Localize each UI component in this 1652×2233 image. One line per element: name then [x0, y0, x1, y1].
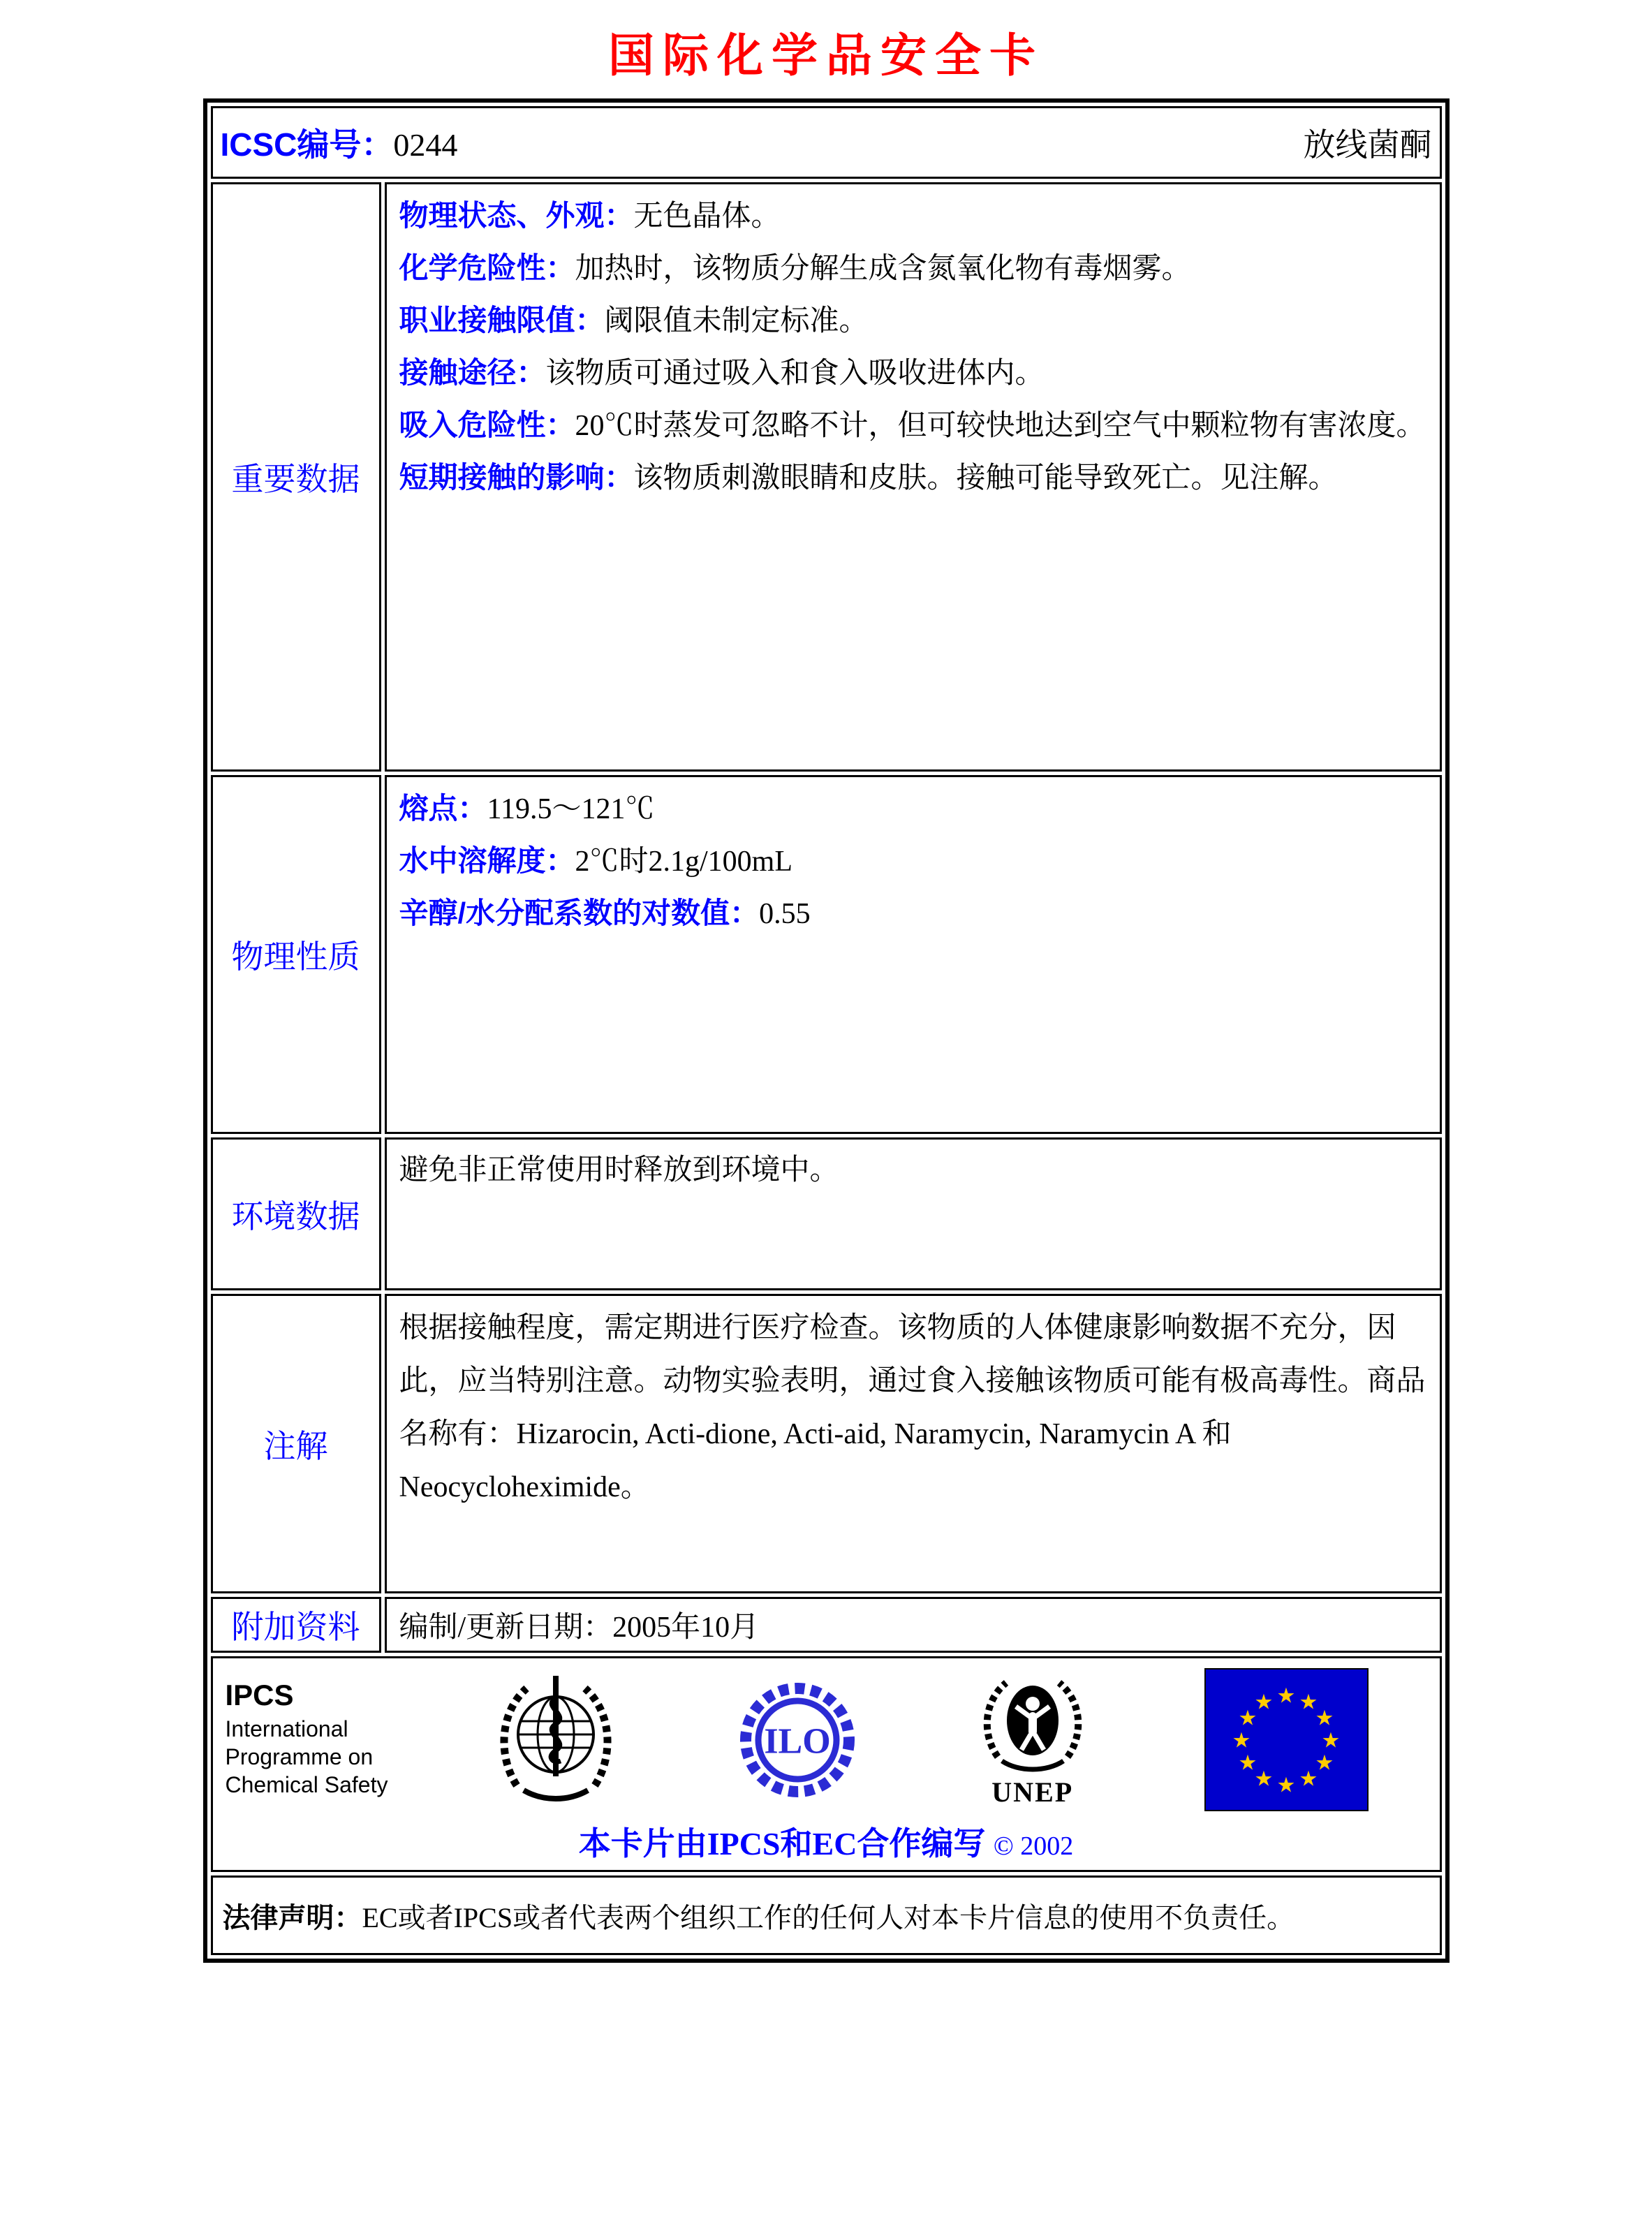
section-label-additional-info: 附加资料	[211, 1597, 381, 1653]
header-flex	[214, 109, 1439, 176]
item-occupational-limit: 职业接触限值：阈限值未制定标准。	[399, 304, 869, 337]
header-row	[211, 106, 1442, 179]
physical-properties-content	[385, 775, 1442, 1134]
svg-text:★: ★	[1299, 1690, 1318, 1714]
logos-cell	[211, 1656, 1442, 1872]
section-label-important-data: 重要数据	[211, 182, 381, 772]
logos-flex	[226, 1668, 1427, 1811]
important-data-content	[385, 182, 1442, 772]
additional-info-row	[211, 1597, 1442, 1653]
caption-text: 本卡片由IPCS和EC合作编写	[578, 1826, 986, 1862]
icsc-number-group	[221, 119, 458, 165]
svg-text:★: ★	[1276, 1684, 1296, 1708]
important-data-row	[211, 182, 1442, 772]
update-date: 编制/更新日期：2005年10月	[399, 1612, 760, 1644]
item-chemical-danger: 化学危险性：加热时，该物质分解生成含氮氧化物有毒烟雾。	[399, 251, 1191, 285]
who-logo-icon	[493, 1670, 619, 1810]
item-octanol-water-partition: 辛醇/水分配系数的对数值：0.55	[399, 897, 811, 930]
section-label-environmental-data: 环境数据	[211, 1137, 381, 1290]
ipcs-text-block	[225, 1678, 435, 1799]
svg-text:★: ★	[1238, 1707, 1258, 1730]
svg-text:★: ★	[1238, 1751, 1258, 1775]
item-environment: 避免非正常使用时释放到环境中。	[399, 1154, 839, 1186]
svg-text:★: ★	[1321, 1729, 1341, 1753]
notes-content	[385, 1294, 1442, 1593]
notes-row	[211, 1294, 1442, 1593]
ipcs-line-1: International	[225, 1716, 348, 1741]
section-label-physical-properties: 物理性质	[211, 775, 381, 1134]
item-inhalation-risk: 吸入危险性：20℃时蒸发可忽略不计，但可较快地达到空气中颗粒物有害浓度。	[399, 408, 1426, 442]
item-melting-point: 熔点：119.5～121℃	[399, 792, 655, 825]
unep-logo-icon	[977, 1672, 1089, 1776]
svg-text:★: ★	[1315, 1751, 1334, 1775]
svg-text:★: ★	[1254, 1690, 1274, 1714]
ipcs-acronym: IPCS	[225, 1678, 294, 1711]
environmental-data-content	[385, 1137, 1442, 1290]
legal-row	[211, 1875, 1442, 1955]
svg-text:★: ★	[1315, 1707, 1334, 1730]
ipcs-line-3: Chemical Safety	[225, 1771, 388, 1797]
copyright-text: © 2002	[993, 1832, 1074, 1861]
logos-row	[211, 1656, 1442, 1872]
legal-cell	[211, 1875, 1442, 1955]
additional-info-content	[385, 1597, 1442, 1653]
icsc-card-table	[203, 98, 1450, 1963]
svg-text:★: ★	[1232, 1729, 1251, 1753]
item-water-solubility: 水中溶解度：2℃时2.1g/100mL	[399, 844, 793, 878]
physical-properties-row	[211, 775, 1442, 1134]
legal-text: EC或者IPCS或者代表两个组织工作的任何人对本卡片信息的使用不负责任。	[362, 1901, 1295, 1933]
section-label-notes: 注解	[211, 1294, 381, 1593]
chemical-name: 放线菌酮	[1303, 127, 1432, 163]
page-title: 国际化学品安全卡	[608, 29, 1044, 81]
eu-flag-icon	[1204, 1668, 1369, 1811]
unep-logo-text: UNEP	[991, 1776, 1074, 1808]
svg-text:★: ★	[1254, 1767, 1274, 1791]
icsc-number-value: 0244	[393, 127, 458, 163]
ilo-logo-icon	[735, 1677, 860, 1803]
unep-logo-block	[977, 1672, 1089, 1808]
ipcs-line-2: Programme on	[225, 1744, 374, 1769]
item-physical-state: 物理状态、外观：无色晶体。	[399, 199, 781, 233]
ilo-logo-text: ILO	[764, 1721, 831, 1761]
cooperation-caption	[226, 1818, 1427, 1864]
logo-strip	[435, 1668, 1427, 1811]
item-short-term-effects: 短期接触的影响：该物质刺激眼睛和皮肤。接触可能导致死亡。见注解。	[399, 461, 1338, 494]
item-notes: 根据接触程度，需定期进行医疗检查。该物质的人体健康影响数据不充分，因此，应当特别注意。动物实验表明，通过食入接触该物质可能有极高毒性。商品名称有：Hizarocin, Acti-dione, Acti-aid, Naramycin, Naramycin A 和 Neocycloheximide。	[399, 1312, 1426, 1503]
svg-text:★: ★	[1276, 1774, 1296, 1797]
icsc-number-label: ICSC编号：	[220, 126, 394, 163]
item-exposure-routes: 接触途径：该物质可通过吸入和食入吸收进体内。	[399, 356, 1045, 390]
header-cell	[211, 106, 1442, 179]
environmental-data-row	[211, 1137, 1442, 1290]
legal-label: 法律声明：	[222, 1902, 362, 1933]
svg-text:★: ★	[1299, 1767, 1318, 1791]
